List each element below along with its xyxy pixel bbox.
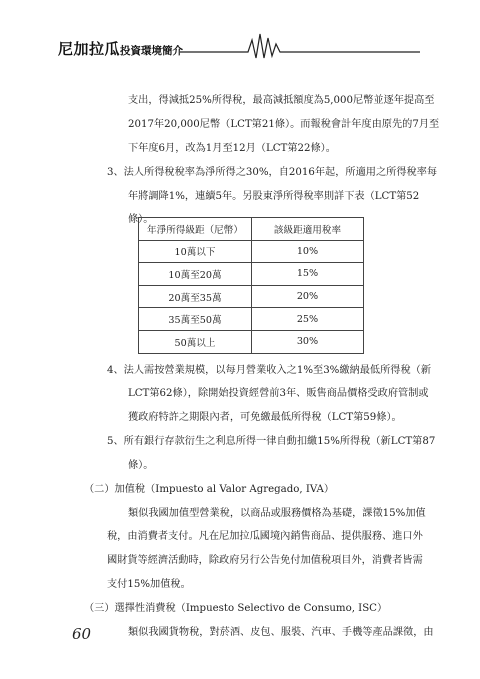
text-line: LCT第62條），除開始投資經營前3年、販售商品價格受政府管制或 [128, 388, 429, 399]
text-line: 3、法人所得稅稅率為淨所得之30%，自2016年起，所適用之所得稅率每 [107, 167, 438, 178]
page-header [0, 0, 480, 70]
page-number: 60 [72, 625, 92, 643]
table-cell: 10萬以下 [139, 240, 252, 263]
table-cell: 15% [252, 263, 364, 286]
table-row [139, 285, 364, 308]
header-heartbeat-line [180, 30, 420, 60]
text-line: 支付15%加值稅。 [107, 579, 191, 590]
table-cell: 10% [252, 240, 364, 263]
table-cell: 50萬以上 [139, 330, 252, 353]
text-line: 條）。 [128, 460, 154, 471]
table-header-cell: 年淨所得級距（尼幣） [139, 218, 252, 241]
table-cell: 35萬至50萬 [139, 308, 252, 331]
section-heading: （二）加值稅（Impuesto al Valor Agregado, IVA） [84, 484, 335, 495]
header-title-main: 尼加拉瓜 [58, 40, 121, 58]
table-row [139, 263, 364, 286]
table-cell: 10萬至20萬 [139, 263, 252, 286]
table-header-cell: 該級距適用稅率 [252, 218, 364, 241]
table-row [139, 308, 364, 331]
tax-rate-table [138, 217, 364, 354]
text-line: 下年度6月，改為1月至12月（LCT第22條）。 [128, 143, 336, 154]
text-line: 類似我國貨物稅，對菸酒、皮包、服裝、汽車、手機等產品課徵，由 [128, 627, 434, 638]
text-line: 條）。 [128, 214, 154, 225]
text-line: 國財貨等經濟活動時，除政府另行公告免付加值稅項目外，消費者皆需 [107, 555, 423, 566]
table-row [139, 330, 364, 353]
text-line: 稅，由消費者支付。凡在尼加拉瓜國境內銷售商品、提供服務、進口外 [107, 531, 423, 542]
text-line: 2017年20,000尼幣（LCT第21條）。而報稅會計年度由原先的7月至 [128, 119, 440, 130]
table-cell: 30% [252, 330, 364, 353]
text-line: 類似我國加值型營業稅，以商品或服務價格為基礎，課徵15%加值 [128, 508, 426, 519]
text-line: 獲政府特許之期限內者，可免繳最低所得稅（LCT第59條）。 [128, 412, 402, 423]
text-line: 支出，得減抵25%所得稅，最高減抵額度為5,000尼幣並逐年提高至 [128, 95, 435, 106]
text-line: 4、法人需按營業規模，以每月營業收入之1%至3%繳納最低所得稅（新 [107, 365, 432, 376]
text-line: 5、所有銀行存款衍生之利息所得一律自動扣繳15%所得稅（新LCT第87 [107, 436, 436, 447]
table-row [139, 240, 364, 263]
table-header-row [139, 218, 364, 241]
header-title-sub: 投資環境簡介 [120, 45, 184, 57]
table-cell: 20萬至35萬 [139, 285, 252, 308]
text-line: 年將調降1%，連續5年。另股東淨所得稅率則詳下表（LCT第52 [128, 191, 420, 202]
table-cell: 25% [252, 308, 364, 331]
table-cell: 20% [252, 285, 364, 308]
header-title [58, 38, 183, 59]
section-heading: （三）選擇性消費稅（Impuesto Selectivo de Consumo, ISC） [84, 603, 388, 614]
